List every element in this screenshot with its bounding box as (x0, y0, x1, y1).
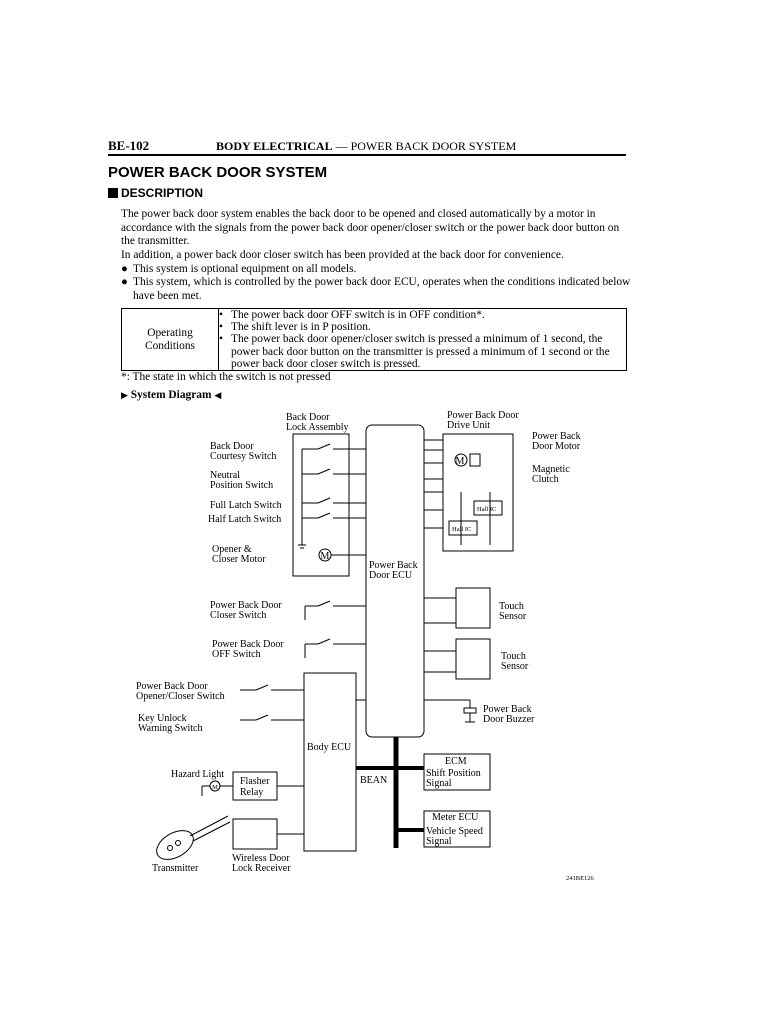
touch-sensor-box-2 (456, 639, 490, 679)
label-flasher-2: Relay (240, 787, 264, 798)
description-heading-text: DESCRIPTION (121, 186, 204, 200)
label-motor-1: Power Back (532, 431, 581, 442)
conditions-header-line2: Conditions (144, 339, 195, 352)
label-off-switch-1: Power Back Door (212, 639, 284, 650)
label-speed-signal-2: Signal (426, 836, 452, 847)
label-flasher-1: Flasher (240, 776, 270, 787)
label-hall-ic-1: Hall IC (477, 506, 497, 513)
label-body-ecu: Body ECU (307, 742, 352, 753)
label-closer-switch-2: Closer Switch (210, 610, 267, 621)
footnote: *: The state in which the switch is not pressed (121, 371, 331, 383)
label-receiver-2: Lock Receiver (232, 863, 291, 874)
bullet-mark: • (219, 333, 223, 346)
label-meter-ecu: Meter ECU (432, 812, 479, 823)
label-receiver-1: Wireless Door (232, 853, 290, 864)
label-key-unlock-1: Key Unlock (138, 713, 187, 724)
lock-assembly-switches (298, 444, 366, 561)
triangle-right-icon: ▶ (121, 390, 128, 400)
description-paragraph-2: In addition, a power back door closer switch has been provided at the back door for convenience. (121, 249, 564, 261)
page-number: BE-102 (108, 138, 150, 153)
label-clutch-2: Clutch (532, 474, 559, 485)
figure-code: 241BE126 (566, 875, 594, 882)
label-hall-ic-2: Hall IC (452, 526, 472, 533)
sensor-buzzer-wiring (424, 598, 476, 722)
bullet-mark: ● (121, 263, 128, 275)
label-opener-motor-1: Opener & (212, 544, 252, 555)
label-neutral-2: Position Switch (210, 480, 274, 491)
label-clutch-1: Magnetic (532, 464, 570, 475)
power-back-door-ecu-box (366, 425, 424, 737)
label-lock-assembly-1: Back Door (286, 412, 330, 423)
label-courtesy-1: Back Door (210, 441, 254, 452)
label-opener-closer-1: Power Back Door (136, 681, 208, 692)
drive-unit-box (443, 434, 513, 551)
wireless-door-lock-receiver-box (233, 819, 277, 849)
label-courtesy-2: Courtesy Switch (210, 451, 277, 462)
label-opener-motor-2: Closer Motor (212, 554, 266, 565)
label-touch-1a: Touch (499, 601, 524, 612)
label-touch-1b: Sensor (499, 611, 527, 622)
label-half-latch: Half Latch Switch (208, 514, 282, 525)
label-off-switch-2: OFF Switch (212, 649, 261, 660)
label-opener-closer-2: Opener/Closer Switch (136, 691, 225, 702)
label-ecu-1: Power Back (369, 560, 418, 571)
transmitter-key-icon (152, 816, 230, 865)
label-buzzer-2: Door Buzzer (483, 714, 535, 725)
body-ecu-switches (202, 685, 366, 834)
label-ecm: ECM (445, 756, 467, 767)
label-hazard-light: Hazard Light (171, 769, 225, 780)
page-title: POWER BACK DOOR SYSTEM (108, 164, 328, 181)
label-transmitter: Transmitter (152, 863, 199, 874)
label-speed-signal-1: Vehicle Speed (426, 826, 483, 837)
label-ecu-2: Door ECU (369, 570, 413, 581)
bullet-mark: ● (121, 276, 128, 288)
touch-sensor-box-1 (456, 588, 490, 628)
condition-text: The power back door OFF switch is in OFF condition*. (231, 309, 485, 321)
triangle-left-icon: ◀ (214, 390, 222, 400)
condition-text: The shift lever is in P position. (231, 321, 371, 334)
description-paragraph-1: The power back door system enables the back door to be opened and closed automatically by a motor in accordance with the signals from the power back door opener/closer switch or the power back door button on the transmitter. (121, 208, 620, 248)
bullet-mark: • (219, 309, 223, 321)
closer-motor-symbol: M (320, 551, 330, 562)
label-closer-switch-1: Power Back Door (210, 600, 282, 611)
label-motor-2: Door Motor (532, 441, 581, 452)
label-shift-signal-1: Shift Position (426, 768, 481, 779)
body-ecu-box (304, 673, 356, 851)
closer-off-switches (305, 601, 366, 658)
conditions-header-line1: Operating (147, 327, 193, 339)
hazard-lamp-symbol: M (212, 784, 218, 791)
label-key-unlock-2: Warning Switch (138, 723, 203, 734)
label-full-latch: Full Latch Switch (210, 500, 282, 511)
bullet-mark: • (219, 321, 223, 334)
label-lock-assembly-2: Lock Assembly (286, 422, 349, 433)
bullet-text: This system is optional equipment on all models. (133, 263, 357, 275)
condition-text: The power back door opener/closer switch is pressed a minimum of 1 second, the power back door button on the transmitter is pressed a minimum of 1 second or the power back door closer switch is pressed. (231, 333, 610, 370)
label-bean: BEAN (360, 775, 388, 786)
system-diagram-heading-text: System Diagram (130, 389, 212, 401)
label-neutral-1: Neutral (210, 470, 240, 481)
label-drive-unit-1: Power Back Door (447, 410, 519, 421)
section-header-bold: BODY ELECTRICAL (216, 139, 333, 153)
label-touch-2a: Touch (501, 651, 526, 662)
label-buzzer-1: Power Back (483, 704, 532, 715)
label-touch-2b: Sensor (501, 661, 529, 672)
section-header-rest: — POWER BACK DOOR SYSTEM (332, 139, 517, 153)
label-shift-signal-2: Signal (426, 778, 452, 789)
bullet-text: This system, which is controlled by the power back door ECU, operates when the conditions indicated below have been met. (133, 276, 631, 302)
drive-motor-symbol: M (455, 456, 465, 467)
label-drive-unit-2: Drive Unit (447, 420, 491, 431)
